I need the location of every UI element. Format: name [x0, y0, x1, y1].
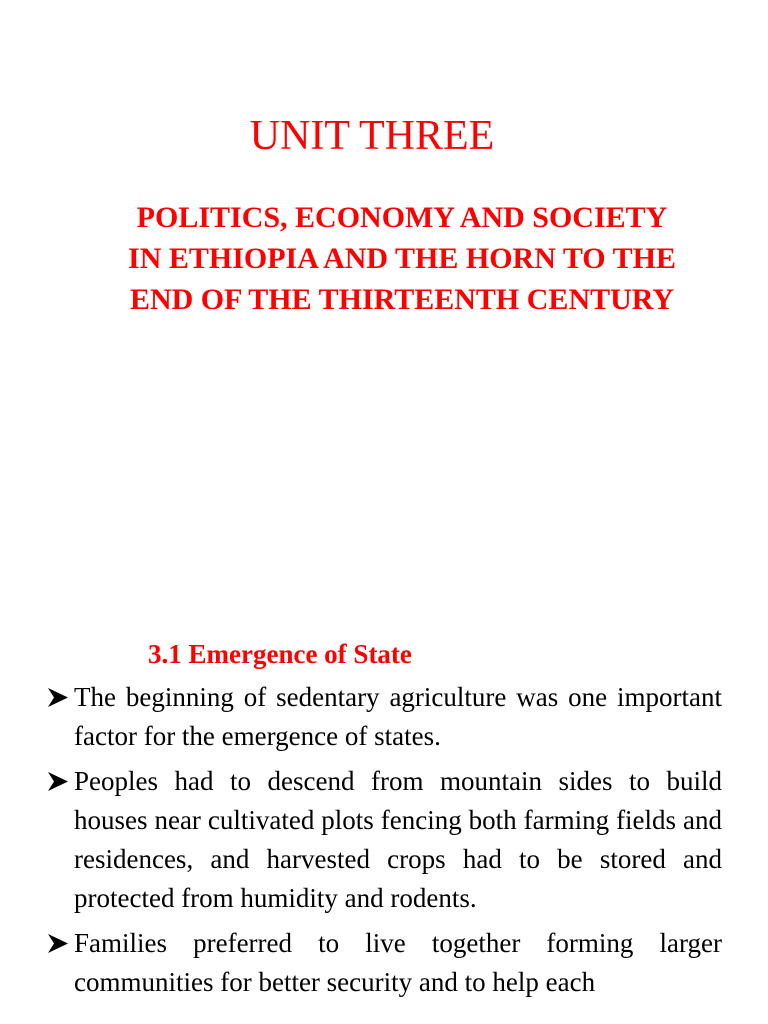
subtitle-line: POLITICS, ECONOMY AND SOCIETY [136, 201, 668, 234]
bullet-text: Families preferred to live together forming larger communities for better security and to help each [74, 928, 722, 997]
bullet-text: Peoples had to descend from mountain sides to build houses near cultivated plots fencing both farming fields and residences, and harvested crops had to be stored and protected from humidity and rodents. [74, 766, 722, 913]
subtitle-line: IN ETHIOPIA AND THE HORN TO THE [128, 242, 676, 275]
arrowhead-bullet-icon [46, 762, 72, 801]
unit-title: UNIT THREE [249, 113, 495, 159]
bullet-list [46, 678, 722, 1008]
arrowhead-bullet-icon [46, 678, 72, 717]
bullet-item [46, 762, 722, 918]
subtitle-line: END OF THE THIRTEENTH CENTURY [129, 283, 675, 316]
bullet-item [46, 924, 722, 1002]
unit-subtitle [82, 197, 722, 320]
arrowhead-bullet-icon [46, 924, 72, 963]
bullet-item [46, 678, 722, 756]
bullet-text: The beginning of sedentary agriculture was one important factor for the emergence of states. [74, 682, 722, 751]
section-title: 3.1 Emergence of State [148, 639, 412, 669]
